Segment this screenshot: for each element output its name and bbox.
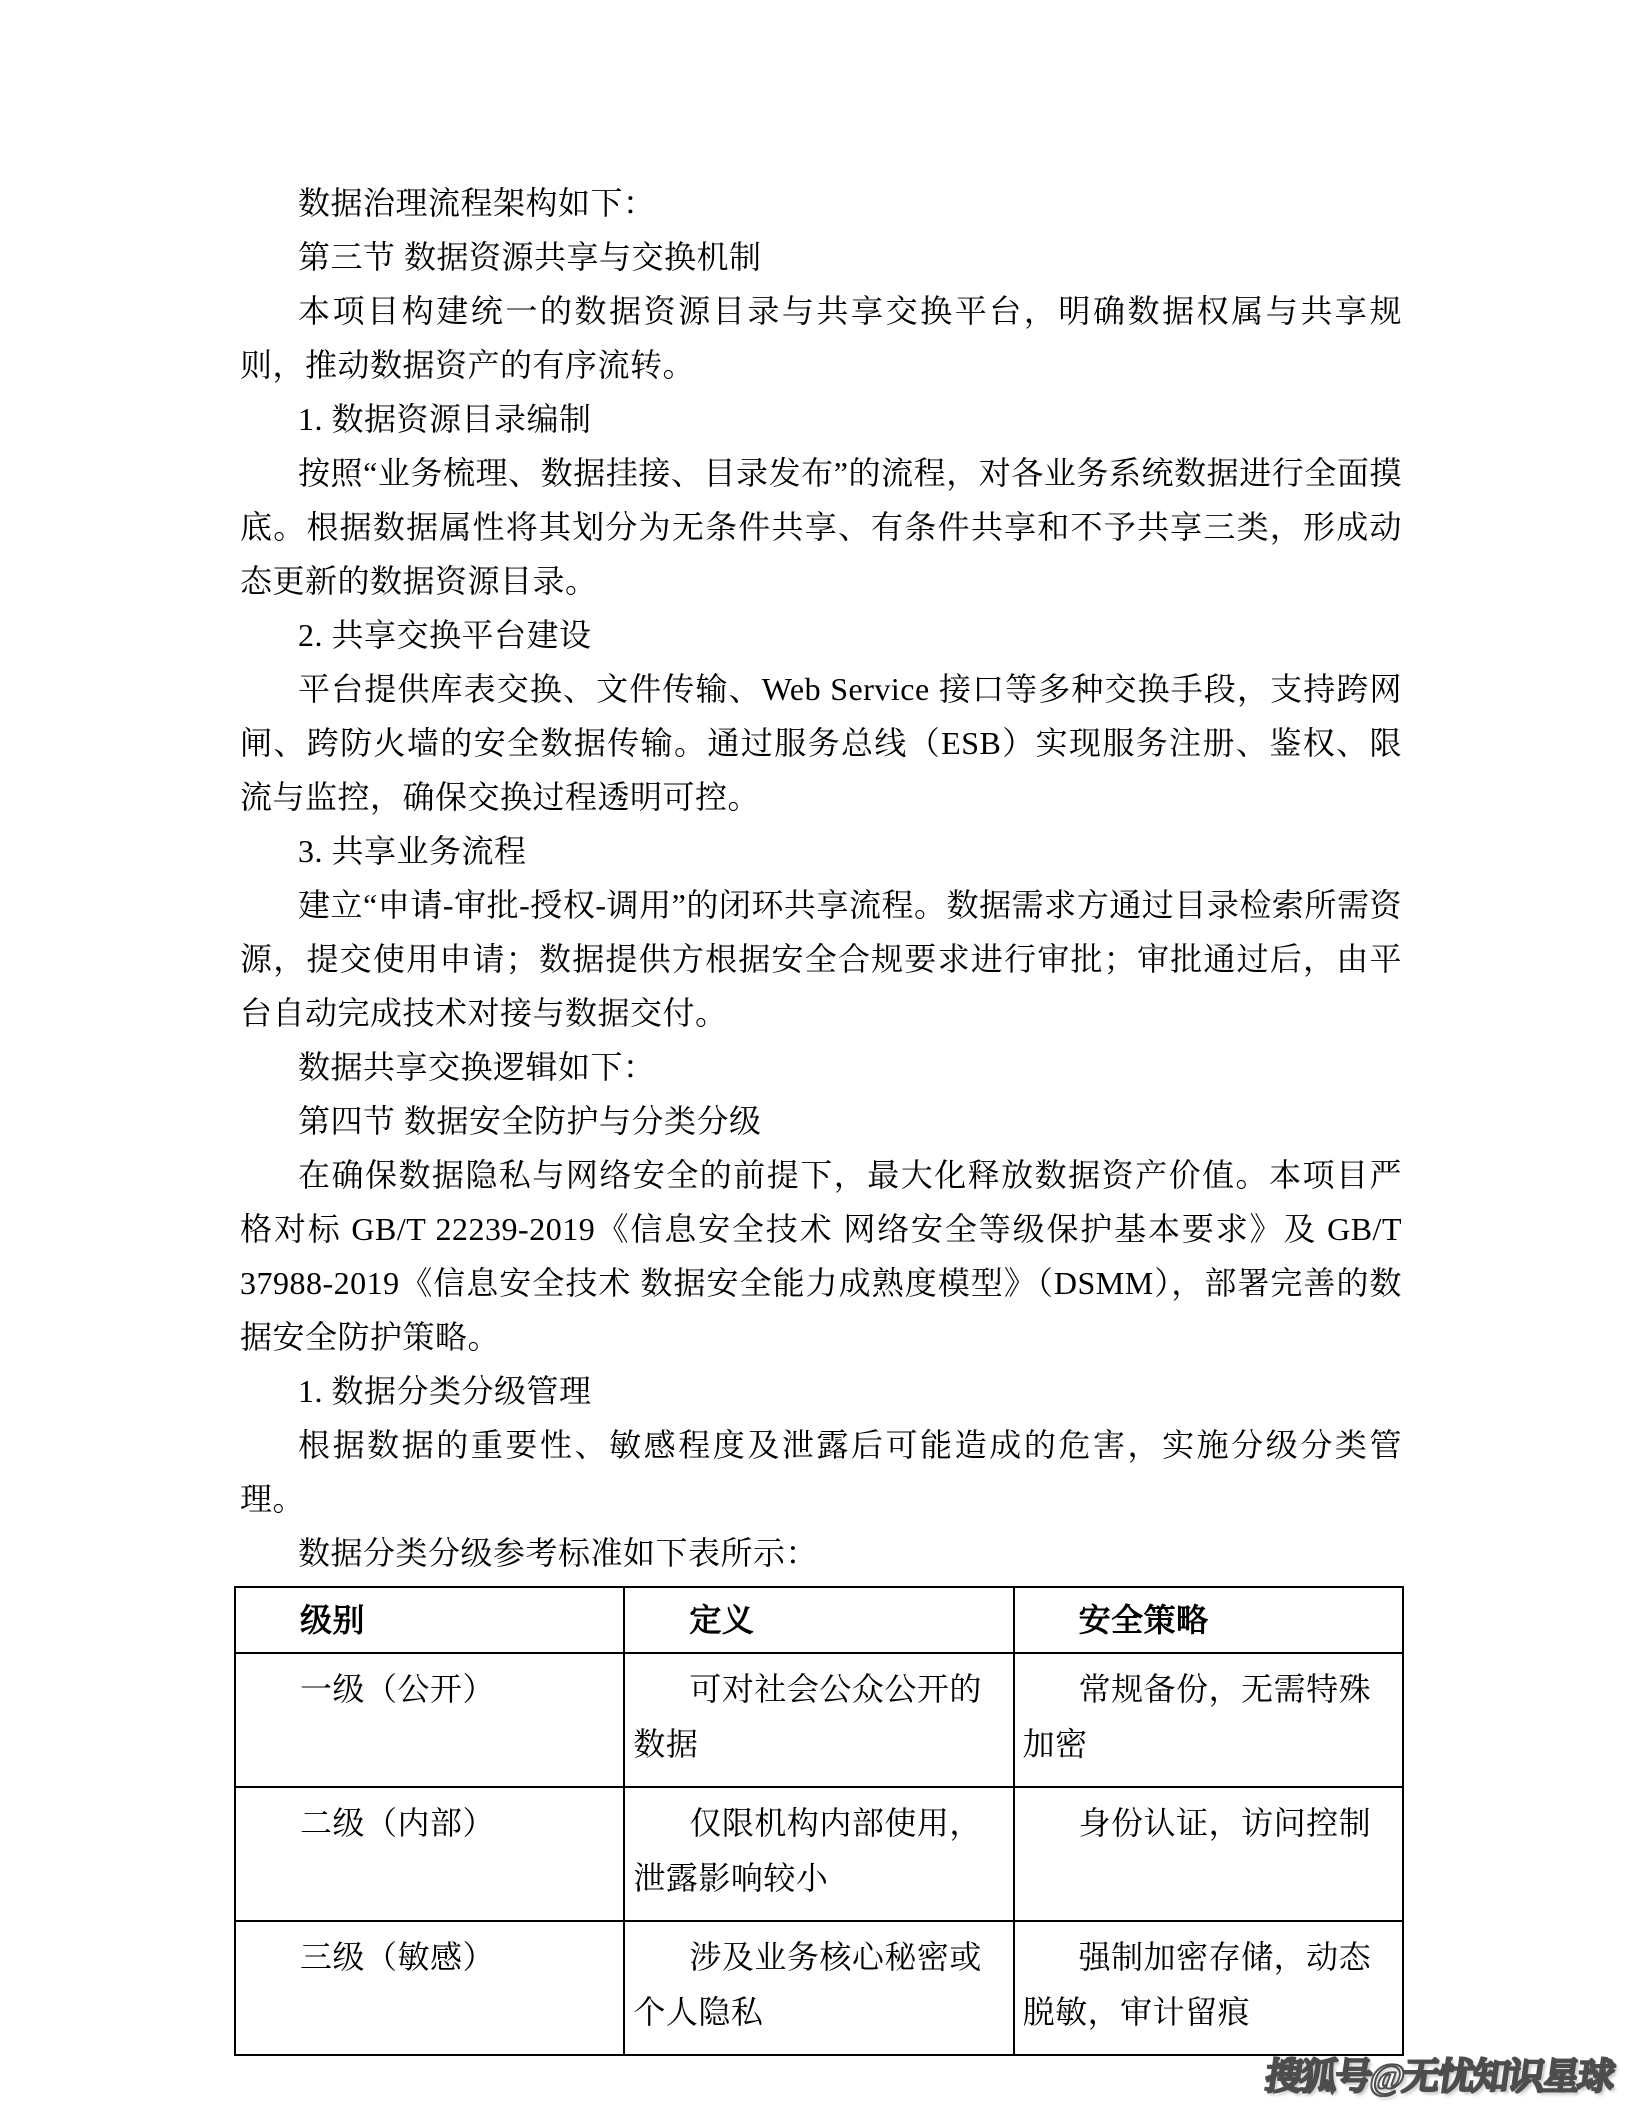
table-cell-level-1-policy: 常规备份，无需特殊加密 — [1014, 1653, 1403, 1787]
paragraph-sharing-logic-intro: 数据共享交换逻辑如下： — [298, 1049, 656, 1085]
table-row-level-2 — [235, 1787, 1403, 1921]
table-cell-level-3-name: 三级（敏感） — [235, 1921, 624, 2055]
numbered-item-1-classification: 1. 数据分类分级管理 — [298, 1373, 592, 1409]
table-row-level-1 — [235, 1653, 1403, 1787]
numbered-item-1-catalog: 1. 数据资源目录编制 — [298, 401, 592, 437]
section-heading-four: 第四节 数据安全防护与分类分级 — [298, 1103, 762, 1139]
classification-table — [234, 1586, 1404, 2056]
table-cell-level-1-name: 一级（公开） — [235, 1653, 624, 1787]
paragraph-project-overview: 本项目构建统一的数据资源目录与共享交换平台，明确数据权属与共享规则，推动数据资产的有序流转。 — [240, 293, 1402, 383]
table-cell-level-3-definition: 涉及业务核心秘密或个人隐私 — [624, 1921, 1013, 2055]
table-header-policy: 安全策略 — [1014, 1587, 1403, 1653]
table-header-row — [235, 1587, 1403, 1653]
paragraph-governance-flow-intro: 数据治理流程架构如下： — [298, 185, 656, 221]
numbered-item-2-platform: 2. 共享交换平台建设 — [298, 617, 592, 653]
paragraph-classification-management: 根据数据的重要性、敏感程度及泄露后可能造成的危害，实施分级分类管理。 — [240, 1427, 1402, 1517]
section-heading-three: 第三节 数据资源共享与交换机制 — [298, 239, 762, 275]
numbered-item-3-business-flow: 3. 共享业务流程 — [298, 833, 527, 869]
table-cell-level-1-definition: 可对社会公众公开的数据 — [624, 1653, 1013, 1787]
paragraph-table-intro: 数据分类分级参考标准如下表所示： — [298, 1535, 819, 1571]
paragraph-platform-exchange: 平台提供库表交换、文件传输、Web Service 接口等多种交换手段，支持跨网闸、跨防火墙的安全数据传输。通过服务总线（ESB）实现服务注册、鉴权、限流与监控，确保交换过程透明可控。 — [240, 671, 1402, 815]
table-cell-level-2-name: 二级（内部） — [235, 1787, 624, 1921]
table-cell-level-3-policy: 强制加密存储，动态脱敏，审计留痕 — [1014, 1921, 1403, 2055]
table-row-level-3 — [235, 1921, 1403, 2055]
table-cell-level-2-definition: 仅限机构内部使用，泄露影响较小 — [624, 1787, 1013, 1921]
document-body — [240, 176, 1402, 2056]
table-header-level: 级别 — [235, 1587, 624, 1653]
paragraph-catalog-process: 按照“业务梳理、数据挂接、目录发布”的流程，对各业务系统数据进行全面摸底。根据数据属性将其划分为无条件共享、有条件共享和不予共享三类，形成动态更新的数据资源目录。 — [240, 455, 1402, 599]
table-header-definition: 定义 — [624, 1587, 1013, 1653]
paragraph-sharing-closed-loop: 建立“申请-审批-授权-调用”的闭环共享流程。数据需求方通过目录检索所需资源，提交使用申请；数据提供方根据安全合规要求进行审批；审批通过后，由平台自动完成技术对接与数据交付。 — [240, 887, 1402, 1031]
watermark-sohu-account: 搜狐号@无忧知识星球 — [1262, 2057, 1616, 2098]
paragraph-security-standards: 在确保数据隐私与网络安全的前提下，最大化释放数据资产价值。本项目严格对标 GB/T 22239-2019《信息安全技术 网络安全等级保护基本要求》及 GB/T 37988-2019《信息安全技术 数据安全能力成熟度模型》（DSMM），部署完善的数据安全防护策略。 — [240, 1157, 1402, 1355]
table-cell-level-2-policy: 身份认证，访问控制 — [1014, 1787, 1403, 1921]
